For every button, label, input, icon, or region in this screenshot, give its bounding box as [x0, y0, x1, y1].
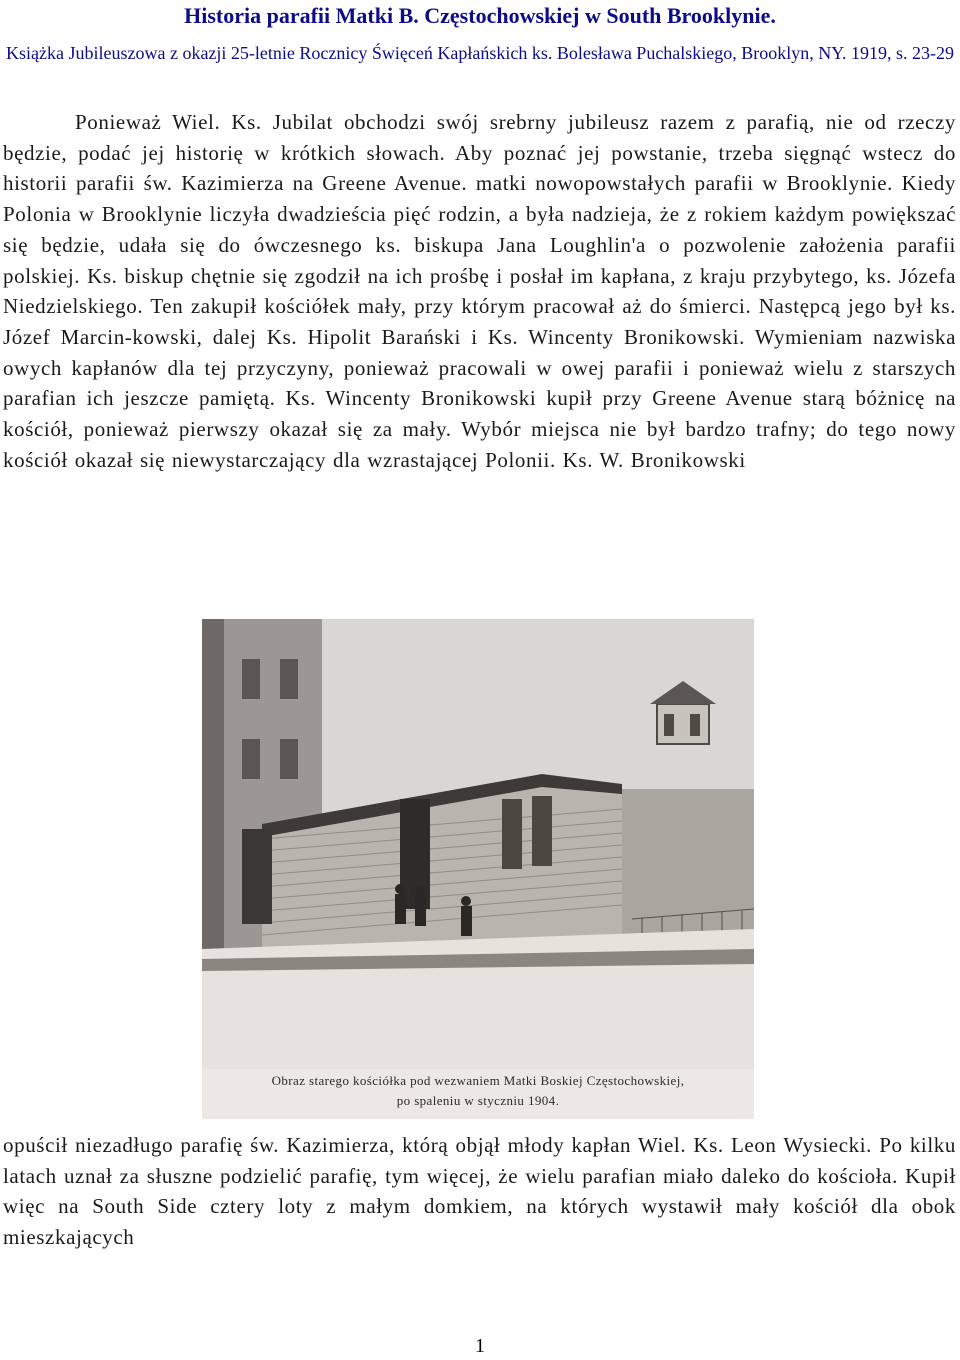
church-photo-illustration: [202, 619, 754, 1119]
document-title: Historia parafii Matki B. Częstochowskiej w South Brooklynie.: [184, 3, 776, 28]
page-number: 1: [475, 1335, 485, 1357]
document-subtitle: [0, 42, 960, 64]
paragraph-2: opuścił niezadługo parafię św. Kazimierza, którą objął młody kapłan Wiel. Ks. Leon Wysiecki. Po kilku latach uznał za słuszne podzielić parafię, tym więcej, że wielu parafian miało daleko do kościoła. Kupił więc na South Side cztery loty z małym domkiem, na których wystawił mały kościół dla obok mieszkających: [3, 1133, 956, 1250]
figure-caption-line-2: po spaleniu w styczniu 1904.: [396, 1093, 560, 1108]
subtitle-text: Książka Jubileuszowa z okazji 25-letnie Rocznicy Święceń Kapłańskich ks. Bolesława Puchalskiego, Brooklyn, NY. 1919, s. 23-29: [6, 43, 954, 63]
paragraph-1: Ponieważ Wiel. Ks. Jubilat obchodzi swój srebrny jubileusz razem z parafią, nie od rzeczy będzie, podać jej historię w krótkich słowach. Aby poznać jej powstanie, trzeba sięgnąć wstecz do historii parafii św. Kazimierza na Greene Avenue. matki nowopowstałych parafii w Brooklynie. Kiedy Polonia w Brooklynie liczyła dwadzieścia pięć rodzin, a była nadzieja, że z rokiem każdym powiększać się będzie, udała się do ówczesnego ks. biskupa Jana Loughlin'a o pozwolenie założenia parafii polskiej. Ks. biskup chętnie się zgodził na ich prośbę i posłał im kapłana, z kraju przybytego, ks. Józefa Niedzielskiego. Ten zakupił kościółek mały, przy którym pracował aż do śmierci. Następcą jego był ks. Józef Marcin-kowski, dalej Ks. Hipolit Barański i Ks. Wincenty Bronikowski. Wymieniam nazwiska owych kapłanów dla tej przyczyny, ponieważ pracowali w owej parafii i ponieważ wielu z starszych parafian ich jeszcze pamiętą. Ks. Wincenty Bronikowski kupił przy Greene Avenue starą bóżnicę na kościół, ponieważ pierwszy okazał się za mały. Wybór miejsca nie był bardzo trafny; do tego nowy kościół okazał się niewystarczający dla wzrastającej Polonii. Ks. W. Bronikowski: [3, 110, 956, 472]
church-photograph: [202, 619, 754, 1119]
figure-caption: [202, 1071, 754, 1111]
figure-caption-line-1: Obraz starego kościółka pod wezwaniem Matki Boskiej Częstochowskiej,: [271, 1073, 685, 1088]
